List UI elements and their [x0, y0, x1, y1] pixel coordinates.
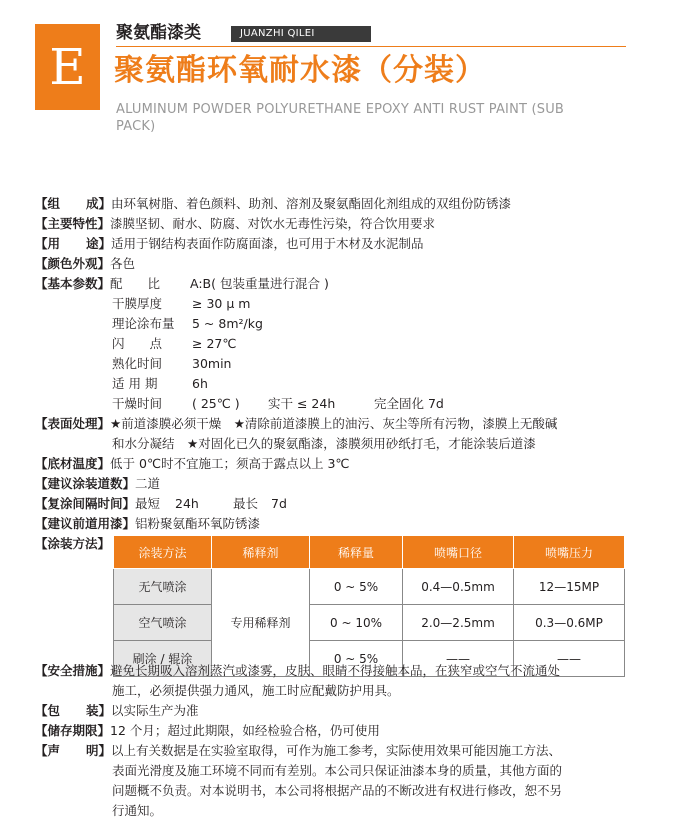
- spec-storage: [35, 721, 380, 741]
- spec-value: 铝粉聚氨酯环氧防锈漆: [135, 516, 261, 531]
- category-letter-badge: E: [35, 24, 100, 110]
- param-row-dry-time: [112, 394, 444, 414]
- param-row: [112, 294, 250, 314]
- param-value: 6h: [192, 376, 208, 391]
- column-header: 涂装方法: [114, 536, 212, 569]
- param-key: 干膜厚度: [112, 296, 163, 311]
- spec-label: 【建议前道用漆】: [35, 516, 136, 531]
- header-divider: [116, 46, 626, 47]
- method-cell: 无气喷涂: [114, 569, 212, 605]
- spec-value: 漆膜坚韧、耐水、防腐、对饮水无毒性污染，符合饮用要求: [110, 216, 436, 231]
- spec-label: 【表面处理】: [35, 416, 111, 431]
- spec-label: 【安全措施】: [35, 663, 111, 678]
- param-key: 熟化时间: [112, 356, 163, 371]
- spec-statement-cont: 表面光滑度及施工环境不同而有差别。本公司只保证油漆本身的质量，其他方面的: [112, 763, 563, 778]
- dry-full: 完全固化 7d: [374, 396, 444, 411]
- spec-safety-cont: 施工，必须提供强力通风，施工时应配戴防护用具。: [112, 683, 400, 698]
- amount-cell: 0 ~ 10%: [310, 605, 403, 641]
- method-cell: 刷涂 / 辊涂: [114, 641, 212, 677]
- spec-value: 以实际生产为准: [111, 703, 199, 718]
- spec-value: 低于 0℃时不宜施工；须高于露点以上 3℃: [110, 456, 350, 471]
- recoat-min-label: 最短: [135, 496, 161, 511]
- spec-surface: [35, 414, 557, 434]
- spec-surface-cont: 和水分凝结 ★对固化已久的聚氨酯漆，漆膜须用砂纸打毛，才能涂装后道漆: [112, 436, 536, 451]
- spec-value: 以上有关数据是在实验室取得，可作为施工参考，实际使用效果可能因施工方法、: [111, 743, 562, 758]
- param-key: 适 用 期: [112, 376, 158, 391]
- spec-value: 12 个月；超过此期限，如经检验合格，仍可使用: [110, 723, 380, 738]
- param-key: 干燥时间: [112, 396, 163, 411]
- spec-value: 各色: [110, 256, 136, 271]
- recoat-min-value: 24h: [175, 496, 199, 511]
- param-key: 闪 点: [112, 336, 163, 351]
- spec-label: 【涂装方法】: [35, 536, 111, 551]
- param-value: 5 ~ 8m²/kg: [192, 316, 263, 331]
- column-header: 喷嘴口径: [403, 536, 514, 569]
- param-row: [112, 374, 208, 394]
- table-row: [114, 569, 625, 605]
- spec-label: 【组 成】: [35, 196, 111, 211]
- spec-application: [35, 534, 110, 554]
- column-header: 稀释剂: [212, 536, 310, 569]
- pressure-cell: 12—15MP: [514, 569, 625, 605]
- param-value: ≥ 30 μ m: [192, 296, 251, 311]
- spec-label: 【用 途】: [35, 236, 111, 251]
- spec-primer: [35, 514, 260, 534]
- param-row: [112, 314, 263, 334]
- spec-value: 由环氧树脂、着色颜料、助剂、溶剂及聚氨酯固化剂组成的双组份防锈漆: [111, 196, 512, 211]
- table-header-row: [114, 536, 625, 569]
- spec-label: 【基本参数】: [35, 276, 111, 291]
- nozzle-cell: 2.0—2.5mm: [403, 605, 514, 641]
- product-subtitle-en: ALUMINUM POWDER POLYURETHANE EPOXY ANTI RUST PAINT (SUB PACK): [116, 102, 565, 134]
- column-header: 稀释量: [310, 536, 403, 569]
- amount-cell: 0 ~ 5%: [310, 641, 403, 677]
- param-row: [112, 354, 231, 374]
- thinner-cell: 专用稀释剂: [212, 569, 310, 677]
- spec-label: 【复涂间隔时间】: [35, 496, 136, 511]
- spec-composition: [35, 194, 511, 214]
- application-table: [113, 535, 625, 677]
- series-label: JUANZHI QILEI: [231, 26, 371, 42]
- dry-temp: ( 25℃ ): [192, 396, 240, 411]
- param-value: A:B( 包装重量进行混合 ): [190, 276, 329, 291]
- spec-value: 避免长期吸入溶剂蒸汽或漆雾，皮肤、眼睛不得接触本品，在狭窄或空气不流通处: [110, 663, 561, 678]
- spec-label: 【主要特性】: [35, 216, 111, 231]
- spec-packaging: [35, 701, 199, 721]
- spec-label: 【声 明】: [35, 743, 111, 758]
- spec-statement-cont: 问题概不负责。对本说明书，本公司将根据产品的不断改进有权进行修改，恕不另: [112, 783, 563, 798]
- spec-params: [35, 274, 329, 294]
- recoat-max-value: 7d: [271, 496, 287, 511]
- spec-safety: [35, 661, 560, 681]
- category-title: 聚氨酯漆类: [116, 23, 201, 43]
- spec-statement: [35, 741, 561, 761]
- recoat-max-label: 最长: [233, 496, 259, 511]
- spec-value: 二道: [135, 476, 161, 491]
- dry-hard: 实干 ≤ 24h: [268, 396, 336, 411]
- product-title: 聚氨酯环氧耐水漆（分装）: [114, 53, 486, 88]
- spec-coats: [35, 474, 160, 494]
- pressure-cell: 0.3—0.6MP: [514, 605, 625, 641]
- spec-color: [35, 254, 135, 274]
- spec-substrate-temp: [35, 454, 349, 474]
- nozzle-cell: 0.4—0.5mm: [403, 569, 514, 605]
- amount-cell: 0 ~ 5%: [310, 569, 403, 605]
- spec-value: ★前道漆膜必须干燥 ★清除前道漆膜上的油污、灰尘等所有污物，漆膜上无酸碱: [110, 416, 558, 431]
- param-key: 配 比: [110, 276, 161, 291]
- param-value: ≥ 27℃: [192, 336, 237, 351]
- spec-recoat: [35, 494, 287, 514]
- method-cell: 空气喷涂: [114, 605, 212, 641]
- spec-features: [35, 214, 435, 234]
- table-row: [114, 605, 625, 641]
- spec-label: 【包 装】: [35, 703, 111, 718]
- pressure-cell: ——: [514, 641, 625, 677]
- column-header: 喷嘴压力: [514, 536, 625, 569]
- spec-label: 【储存期限】: [35, 723, 111, 738]
- spec-statement-cont: 行通知。: [112, 803, 163, 818]
- spec-label: 【建议涂装道数】: [35, 476, 136, 491]
- param-value: 30min: [192, 356, 232, 371]
- param-key: 理论涂布量: [112, 316, 175, 331]
- spec-label: 【底材温度】: [35, 456, 111, 471]
- spec-label: 【颜色外观】: [35, 256, 111, 271]
- nozzle-cell: ——: [403, 641, 514, 677]
- spec-usage: [35, 234, 424, 254]
- spec-value: 适用于钢结构表面作防腐面漆，也可用于木材及水泥制品: [111, 236, 424, 251]
- param-row: [112, 334, 236, 354]
